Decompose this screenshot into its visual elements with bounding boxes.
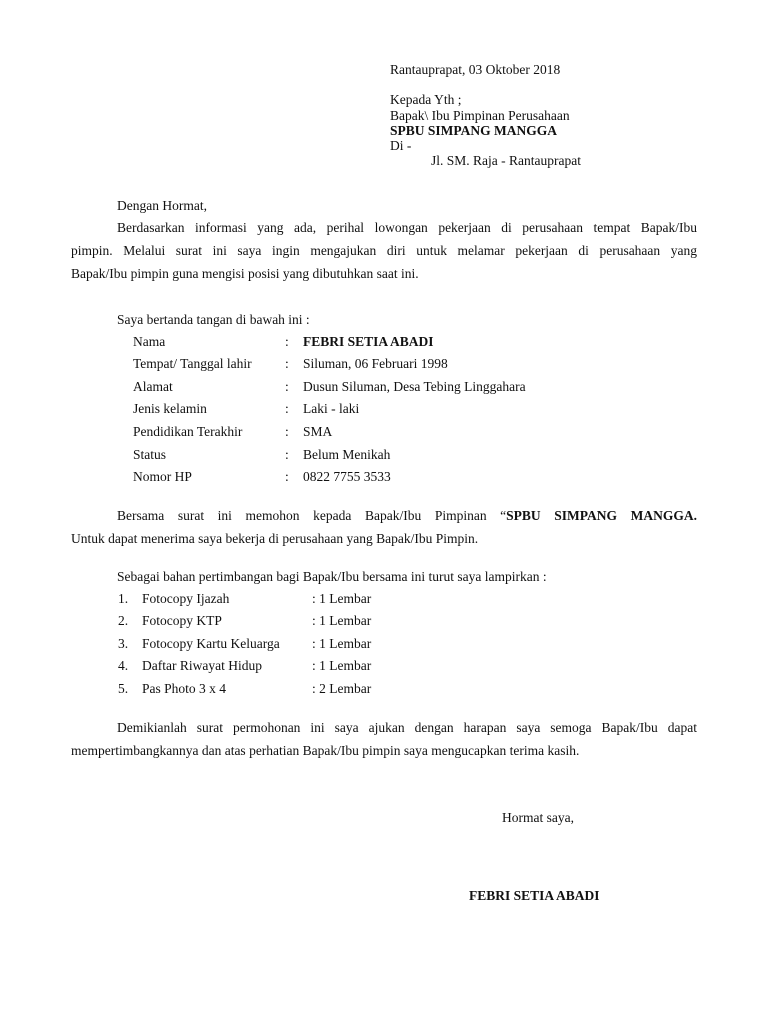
signed-intro: Saya bertanda tangan di bawah ini : bbox=[117, 312, 310, 327]
identity-value: FEBRI SETIA ABADI bbox=[303, 334, 434, 349]
intro-line-3: Bapak/Ibu pimpin guna mengisi posisi yang dibutuhkan saat ini. bbox=[71, 266, 419, 281]
list-item-qty: : 1 Lembar bbox=[312, 591, 372, 606]
identity-label: Pendidikan Terakhir bbox=[133, 424, 243, 439]
identity-value: 0822 7755 3533 bbox=[303, 469, 391, 484]
attachments-intro: Sebagai bahan pertimbangan bagi Bapak/Ibu bersama ini turut saya lampirkan : bbox=[117, 569, 547, 584]
closing-line-2: mempertimbangkannya dan atas perhatian Bapak/Ibu pimpin saya mengucapkan terima kasih. bbox=[71, 743, 580, 758]
identity-value: Laki - laki bbox=[303, 401, 360, 416]
place-date: Rantauprapat, 03 Oktober 2018 bbox=[390, 62, 561, 77]
identity-label: Nomor HP bbox=[133, 469, 192, 484]
list-item-qty: : 1 Lembar bbox=[312, 658, 372, 673]
greeting: Dengan Hormat, bbox=[117, 198, 207, 213]
identity-label: Jenis kelamin bbox=[133, 401, 207, 416]
list-item-name: Fotocopy KTP bbox=[142, 613, 222, 628]
identity-separator: : bbox=[285, 469, 289, 484]
request-prefix: Bersama surat ini memohon kepada Bapak/Ibu Pimpinan “ bbox=[117, 508, 507, 523]
identity-label: Status bbox=[133, 447, 167, 462]
request-line-1 bbox=[117, 508, 697, 524]
identity-separator: : bbox=[285, 424, 289, 439]
identity-separator: : bbox=[285, 356, 289, 371]
to-line: Kepada Yth ; bbox=[390, 92, 462, 107]
identity-value: Siluman, 06 Februari 1998 bbox=[303, 356, 448, 371]
list-number: 1. bbox=[118, 591, 129, 606]
identity-value: Dusun Siluman, Desa Tebing Linggahara bbox=[303, 379, 526, 394]
list-item-qty: : 1 Lembar bbox=[312, 636, 372, 651]
list-item-qty: : 2 Lembar bbox=[312, 681, 372, 696]
identity-separator: : bbox=[285, 447, 289, 462]
list-item-name: Pas Photo 3 x 4 bbox=[142, 681, 227, 696]
identity-value: SMA bbox=[303, 424, 333, 439]
signature-name: FEBRI SETIA ABADI bbox=[469, 888, 600, 903]
closing-line-1: Demikianlah surat permohonan ini saya ajukan dengan harapan saya semoga Bapak/Ibu dapat bbox=[117, 720, 697, 735]
identity-label: Tempat/ Tanggal lahir bbox=[133, 356, 252, 371]
recipient-title: Bapak\ Ibu Pimpinan Perusahaan bbox=[390, 108, 570, 123]
recipient-address: Jl. SM. Raja - Rantauprapat bbox=[431, 153, 581, 168]
identity-separator: : bbox=[285, 379, 289, 394]
list-number: 5. bbox=[118, 681, 129, 696]
request-company: SPBU SIMPANG MANGGA. bbox=[506, 508, 698, 523]
list-item-name: Fotocopy Ijazah bbox=[142, 591, 230, 606]
identity-separator: : bbox=[285, 401, 289, 416]
request-line-2: Untuk dapat menerima saya bekerja di perusahaan yang Bapak/Ibu Pimpin. bbox=[71, 531, 479, 546]
identity-value: Belum Menikah bbox=[303, 447, 391, 462]
identity-label: Alamat bbox=[133, 379, 173, 394]
list-number: 3. bbox=[118, 636, 129, 651]
signature-salutation: Hormat saya, bbox=[502, 810, 574, 825]
identity-label: Nama bbox=[133, 334, 166, 349]
identity-separator: : bbox=[285, 334, 289, 349]
list-number: 2. bbox=[118, 613, 129, 628]
list-item-name: Fotocopy Kartu Keluarga bbox=[142, 636, 280, 651]
recipient-company: SPBU SIMPANG MANGGA bbox=[390, 123, 557, 138]
recipient-di: Di - bbox=[390, 138, 412, 153]
list-item-qty: : 1 Lembar bbox=[312, 613, 372, 628]
list-item-name: Daftar Riwayat Hidup bbox=[142, 658, 262, 673]
intro-line-1: Berdasarkan informasi yang ada, perihal lowongan pekerjaan di perusahaan tempat Bapak/Ibu bbox=[117, 220, 697, 235]
list-number: 4. bbox=[118, 658, 129, 673]
intro-line-2: pimpin. Melalui surat ini saya ingin mengajukan diri untuk melamar pekerjaan di perusahaan yang bbox=[71, 243, 697, 258]
